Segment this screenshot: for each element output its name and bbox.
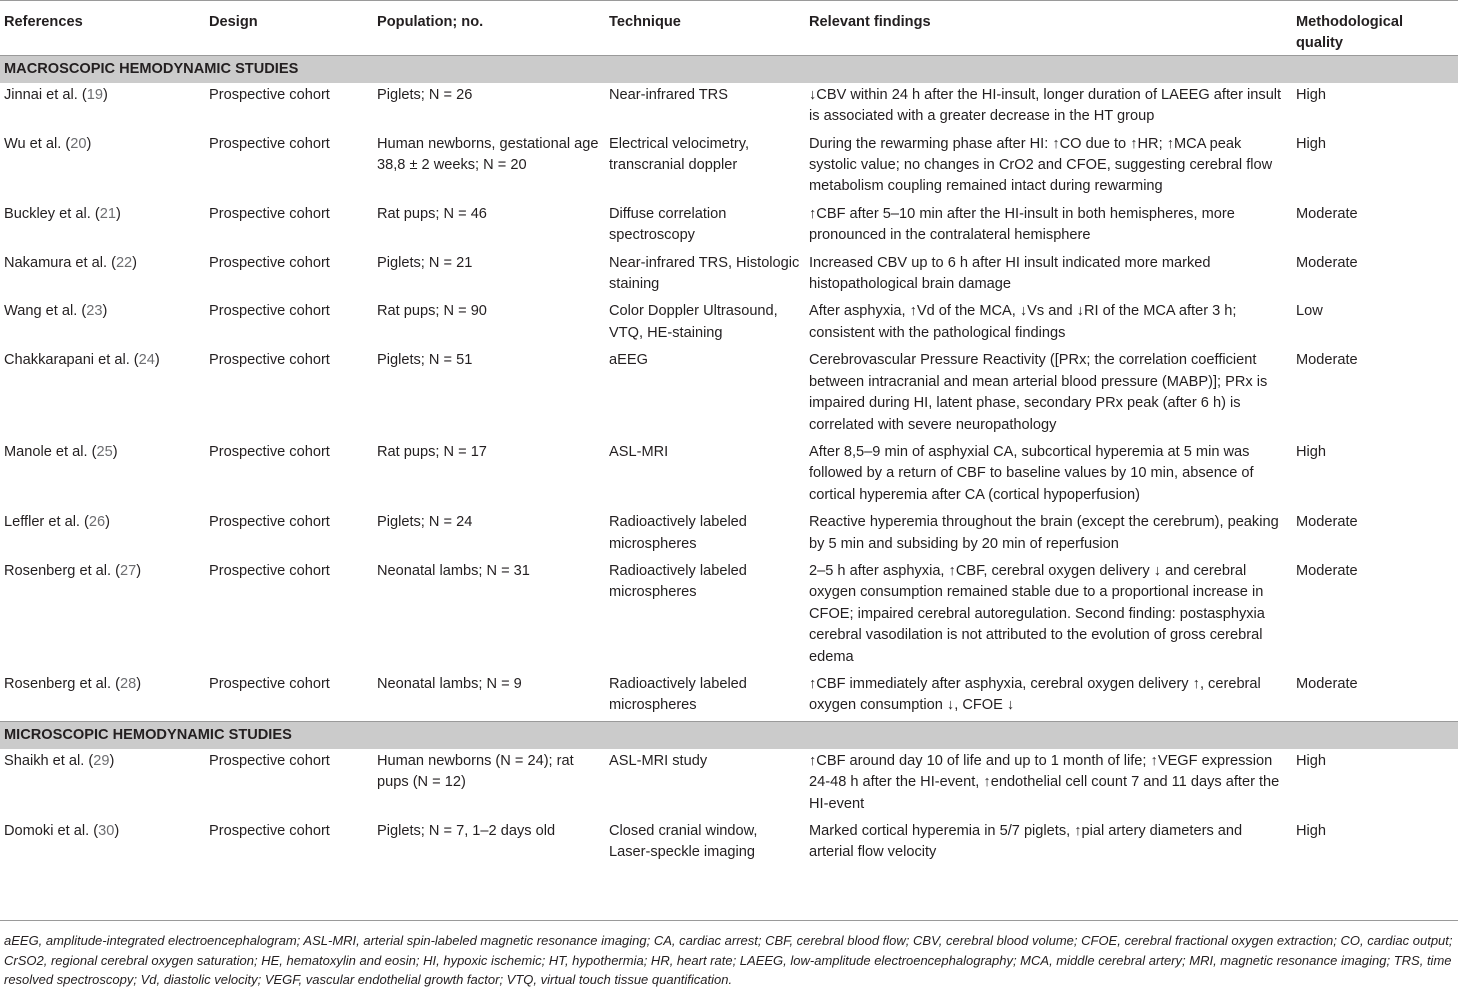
cell-reference: Nakamura et al. (22) xyxy=(4,254,138,271)
cell-technique: Radioactively labeled microspheres xyxy=(609,514,747,552)
cell-technique: Diffuse correlation spectroscopy xyxy=(609,205,727,244)
cell-design: Prospective cohort xyxy=(209,205,330,222)
reference-number: 21 xyxy=(99,205,116,222)
cell-reference: Domoki et al. (30) xyxy=(4,823,120,839)
cell-quality: High xyxy=(1296,135,1327,152)
cell-design: Prospective cohort xyxy=(209,443,330,460)
header-quality: Methodological quality xyxy=(1292,1,1458,56)
cell-quality: Low xyxy=(1296,303,1323,320)
reference-name: Rosenberg et al. xyxy=(4,675,112,692)
reference-name: Rosenberg et al. xyxy=(4,562,112,579)
table-row xyxy=(0,251,1458,300)
cell-findings: ↑CBF immediately after asphyxia, cerebral oxygen delivery ↑, cerebral oxygen consumption ↓, CFOE ↓ xyxy=(809,675,1261,714)
reference-number: 24 xyxy=(138,352,155,369)
cell-reference: Leffler et al. (26) xyxy=(4,514,111,531)
header-row xyxy=(0,1,1458,56)
header-design: Design xyxy=(205,1,373,56)
cell-quality: Moderate xyxy=(1296,514,1358,531)
cell-findings: After 8,5–9 min of asphyxial CA, subcortical hyperemia at 5 min was followed by a return of CBF to baseline values by 10 min, absence of cortical hyperemia after CA (cortical hypoperfusion) xyxy=(809,443,1254,503)
reference-number: 20 xyxy=(70,135,87,152)
cell-population: Rat pups; N = 17 xyxy=(377,443,487,460)
reference-number: 30 xyxy=(98,823,115,839)
cell-technique: ASL-MRI study xyxy=(609,752,708,769)
cell-findings: Reactive hyperemia throughout the brain (except the cerebrum), peaking by 5 min and subsiding by 20 min of reperfusion xyxy=(809,514,1279,552)
table-row xyxy=(0,749,1458,819)
table-footnote: aEEG, amplitude-integrated electroencephalogram; ASL-MRI, arterial spin-labeled magnetic resonance imaging; CA, cardiac arrest; CBF, cerebral blood flow; CBV, cerebral blood volume; CFOE, cerebral fractional oxygen extraction; CO, cardiac output; CrSO2, regional cerebral oxygen saturation; HE, hematoxylin and eosin; HI, hypoxic ischemic; HT, hypothermia; HR, heart rate; LAEEG, low-amplitude electroencephalography; MCA, middle cerebral artery; MRI, magnetic resonance imaging; TRS, time resolved spectroscopy; Vd, diastolic velocity; VEGF, vascular endothelial growth factor; VTQ, virtual touch tissue quantification. xyxy=(0,920,1458,990)
cell-population: Rat pups; N = 90 xyxy=(377,303,487,320)
cell-findings: ↑CBF around day 10 of life and up to 1 month of life; ↑VEGF expression 24-48 h after the HI-event, ↑endothelial cell count 7 and 11 days after the HI-event xyxy=(809,752,1280,812)
reference-name: Manole et al. xyxy=(4,443,88,460)
cell-quality: Moderate xyxy=(1296,254,1358,271)
cell-population: Piglets; N = 21 xyxy=(377,254,473,271)
cell-findings: Cerebrovascular Pressure Reactivity ([PRx; the correlation coefficient between intracranial and mean arterial blood pressure (MABP)]; PRx is impaired during HI, latent phase, secondary PRx peak (after 6 h) is correlated with severe neuropathology xyxy=(809,352,1268,433)
table-row xyxy=(0,819,1458,868)
reference-name: Wang et al. xyxy=(4,303,78,320)
cell-quality: High xyxy=(1296,752,1327,769)
cell-design: Prospective cohort xyxy=(209,752,330,769)
cell-population: Neonatal lambs; N = 9 xyxy=(377,675,522,692)
header-findings: Relevant findings xyxy=(805,1,1292,56)
table-row xyxy=(0,202,1458,251)
cell-technique: Radioactively labeled microspheres xyxy=(609,675,747,714)
cell-quality: High xyxy=(1296,823,1327,839)
cell-findings: Increased CBV up to 6 h after HI insult indicated more marked histopathological brain damage xyxy=(809,254,1211,293)
cell-findings: During the rewarming phase after HI: ↑CO due to ↑HR; ↑MCA peak systolic value; no changes in CrO2 and CFOE, suggesting cerebral flow metabolism coupling remained intact during rewarming xyxy=(809,135,1273,195)
table-body xyxy=(0,55,1458,868)
reference-name: Shaikh et al. xyxy=(4,752,85,769)
reference-number: 19 xyxy=(86,86,103,103)
reference-name: Jinnai et al. xyxy=(4,86,78,103)
table-row xyxy=(0,672,1458,721)
cell-quality: Moderate xyxy=(1296,675,1358,692)
reference-number: 23 xyxy=(86,303,103,320)
table-row xyxy=(0,348,1458,440)
reference-name: Buckley et al. xyxy=(4,205,91,222)
cell-technique: aEEG xyxy=(609,352,648,369)
table-header xyxy=(0,1,1458,56)
cell-findings: After asphyxia, ↑Vd of the MCA, ↓Vs and ↓RI of the MCA after 3 h; consistent with the pathological findings xyxy=(809,303,1237,341)
reference-number: 28 xyxy=(120,675,137,692)
cell-population: Rat pups; N = 46 xyxy=(377,205,487,222)
cell-technique: Electrical velocimetry, transcranial doppler xyxy=(609,135,750,174)
cell-population: Neonatal lambs; N = 31 xyxy=(377,562,530,579)
header-population: Population; no. xyxy=(373,1,605,56)
cell-design: Prospective cohort xyxy=(209,352,330,369)
table-row xyxy=(0,510,1458,559)
table-row xyxy=(0,440,1458,510)
cell-design: Prospective cohort xyxy=(209,86,330,103)
cell-technique: Closed cranial window, Laser-speckle imaging xyxy=(609,823,758,861)
cell-population: Piglets; N = 24 xyxy=(377,514,473,531)
cell-design: Prospective cohort xyxy=(209,514,330,531)
cell-reference: Manole et al. (25) xyxy=(4,443,118,460)
reference-name: Chakkarapani et al. xyxy=(4,352,130,369)
table-row xyxy=(0,299,1458,348)
table-row xyxy=(0,132,1458,202)
cell-design: Prospective cohort xyxy=(209,303,330,320)
cell-population: Human newborns (N = 24); rat pups (N = 12) xyxy=(377,752,574,791)
cell-quality: High xyxy=(1296,443,1327,460)
cell-reference: Shaikh et al. (29) xyxy=(4,752,115,769)
section-row xyxy=(0,55,1458,83)
section-title: MACROSCOPIC HEMODYNAMIC STUDIES xyxy=(0,55,1458,83)
cell-quality: Moderate xyxy=(1296,205,1358,222)
reference-number: 27 xyxy=(120,562,137,579)
reference-number: 22 xyxy=(115,254,133,271)
cell-findings: 2–5 h after asphyxia, ↑CBF, cerebral oxygen delivery ↓ and cerebral oxygen consumption remained stable due to a proportional increase in CFOE; impaired cerebral autoregulation. Second finding: postasphyxia cerebral vasodilation is not attributed to the evolution of gross cerebral edema xyxy=(809,562,1265,665)
reference-name: Leffler et al. xyxy=(4,514,80,531)
cell-design: Prospective cohort xyxy=(209,675,330,692)
reference-number: 29 xyxy=(93,752,110,769)
cell-technique: Color Doppler Ultrasound, VTQ, HE-staining xyxy=(609,303,778,341)
cell-population: Human newborns, gestational age 38,8 ± 2 weeks; N = 20 xyxy=(377,135,599,174)
cell-findings: ↓CBV within 24 h after the HI-insult, longer duration of LAEEG after insult is associated with a greater decrease in the HT group xyxy=(809,86,1282,125)
header-technique: Technique xyxy=(605,1,805,56)
cell-technique: Radioactively labeled microspheres xyxy=(609,562,747,601)
cell-design: Prospective cohort xyxy=(209,562,330,579)
cell-population: Piglets; N = 7, 1–2 days old xyxy=(377,823,556,839)
cell-reference: Chakkarapani et al. (24) xyxy=(4,352,160,369)
cell-reference: Buckley et al. (21) xyxy=(4,205,121,222)
cell-findings: ↑CBF after 5–10 min after the HI-insult in both hemispheres, more pronounced in the contralateral hemisphere xyxy=(809,205,1235,244)
section-row xyxy=(0,721,1458,749)
cell-design: Prospective cohort xyxy=(209,135,330,152)
reference-name: Nakamura et al. xyxy=(4,254,108,271)
cell-quality: Moderate xyxy=(1296,562,1358,579)
header-references: References xyxy=(0,1,205,56)
cell-technique: Near-infrared TRS, Histologic staining xyxy=(609,254,800,293)
cell-population: Piglets; N = 26 xyxy=(377,86,473,103)
cell-quality: Moderate xyxy=(1296,352,1358,369)
cell-technique: ASL-MRI xyxy=(609,443,669,460)
reference-name: Domoki et al. xyxy=(4,823,90,839)
cell-reference: Jinnai et al. (19) xyxy=(4,86,108,103)
table-row xyxy=(0,559,1458,672)
cell-design: Prospective cohort xyxy=(209,823,330,839)
cell-quality: High xyxy=(1296,86,1327,103)
table-row xyxy=(0,83,1458,132)
cell-reference: Wang et al. (23) xyxy=(4,303,108,320)
cell-reference: Rosenberg et al. (28) xyxy=(4,675,142,692)
cell-technique: Near-infrared TRS xyxy=(609,86,728,103)
reference-name: Wu et al. xyxy=(4,135,62,152)
cell-findings: Marked cortical hyperemia in 5/7 piglets, ↑pial artery diameters and arterial flow velocity xyxy=(809,823,1243,861)
cell-reference: Wu et al. (20) xyxy=(4,135,92,152)
reference-number: 26 xyxy=(88,514,106,531)
cell-reference: Rosenberg et al. (27) xyxy=(4,562,142,579)
section-title: MICROSCOPIC HEMODYNAMIC STUDIES xyxy=(0,721,1458,749)
cell-population: Piglets; N = 51 xyxy=(377,352,473,369)
cell-design: Prospective cohort xyxy=(209,254,330,271)
reference-number: 25 xyxy=(96,443,113,460)
